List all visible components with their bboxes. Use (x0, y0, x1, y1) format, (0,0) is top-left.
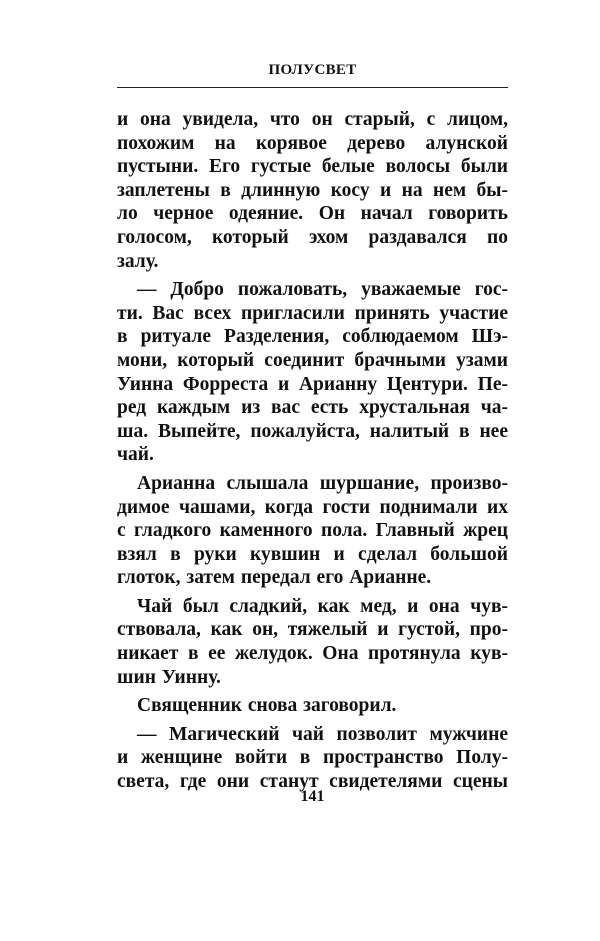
text-line: похожим на корявое дерево алунской (117, 132, 508, 154)
text-line: ша. Выпейте, пожалуйста, налитый в нее (117, 420, 508, 442)
text-line: никает в ее желудок. Она протянула кув- (117, 643, 508, 665)
header-rule (117, 87, 508, 88)
text-line: ти. Вас всех пригласили принять участие (117, 302, 508, 324)
paragraph (117, 694, 508, 718)
text-line: ред каждым из вас есть хрустальная ча- (117, 397, 508, 419)
text-line: Уинна Форреста и Арианну Центури. Пе- (117, 373, 508, 395)
text-line: димое чашами, когда гости поднимали их (117, 496, 508, 518)
text-line: пустыни. Его густые белые волосы были (117, 156, 508, 178)
paragraph (117, 595, 508, 689)
text-line: ствовала, как он, тяжелый и густой, про- (117, 619, 508, 641)
text-line: чай. (117, 444, 154, 466)
paragraph (117, 278, 508, 467)
text-line: заплетены в длинную косу и на нем бы- (117, 179, 508, 201)
text-line: Чай был сладкий, как мед, и она чув- (137, 595, 508, 617)
paragraph (117, 108, 508, 273)
page-number: 141 (300, 788, 325, 805)
text-line: глоток, затем передал его Арианне. (117, 567, 432, 589)
text-line: с гладкого каменного пола. Главный жрец (117, 520, 508, 542)
text-line: мони, который соединит брачными узами (117, 349, 508, 371)
text-line: и она увидела, что он старый, с лицом, (117, 109, 508, 130)
text-line: в ритуале Разделения, соблюдаемом Шэ- (117, 326, 508, 348)
text-line: и женщине войти в пространство Полу- (117, 747, 508, 769)
text-line: ло черное одеяние. Он начал говорить (117, 203, 508, 225)
text-line: голосом, который эхом раздавался по (117, 226, 508, 248)
text-line: света, где они станут свидетелями сцены (117, 771, 508, 793)
text-line: Священник снова заговорил. (137, 695, 397, 717)
text-line: залу. (117, 250, 159, 272)
paragraph (117, 723, 508, 794)
text-line: Арианна слышала шуршание, произво- (137, 472, 508, 494)
text-line: шин Уинну. (117, 666, 221, 688)
page-body (117, 108, 508, 794)
text-line: — Добро пожаловать, уважаемые гос- (137, 279, 508, 301)
text-line: взял в руки кувшин и сделал большой (117, 543, 508, 565)
paragraph (117, 472, 508, 590)
running-header: ПОЛУСВЕТ (268, 62, 357, 78)
text-line: — Магический чай позволит мужчине (137, 723, 508, 745)
